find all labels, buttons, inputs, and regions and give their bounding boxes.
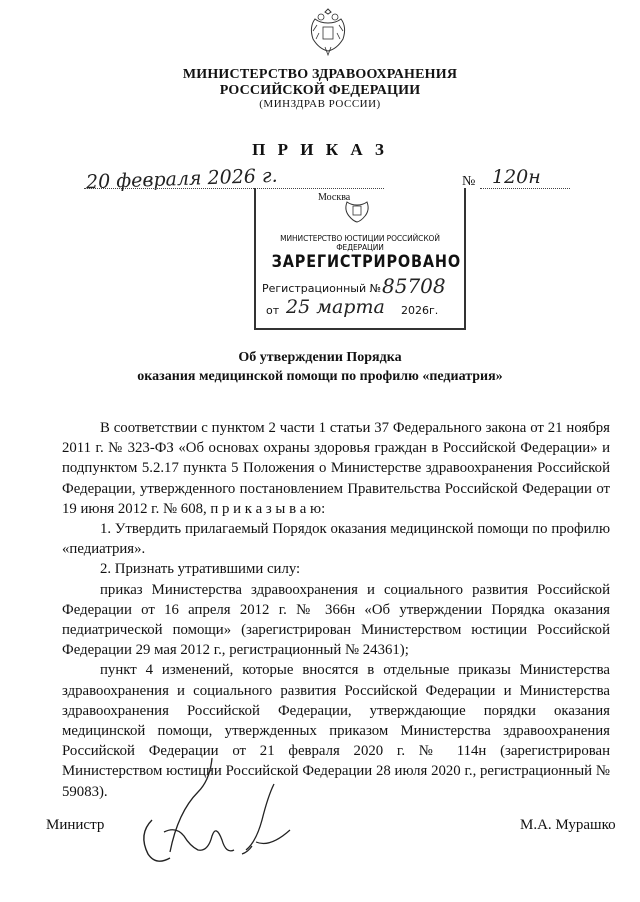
order-body <box>62 418 610 802</box>
body-paragraph: 2. Признать утратившими силу: <box>100 561 301 578</box>
order-date: 20 февраля 2026 г. <box>85 164 278 194</box>
document-type-title: П Р И К А З <box>252 140 388 159</box>
ministry-name-line1: МИНИСТЕРСТВО ЗДРАВООХРАНЕНИЯ <box>182 67 458 82</box>
number-underline <box>480 188 570 190</box>
stamp-city: Москва <box>318 192 351 203</box>
body-paragraph: приказ Министерства здравоохранения и социального развития Российской Федерации от 16 апреля 2012 г. № 366н «Об утверждении Порядка оказания педиатрической помощи» (зарегистрирован Министерством юстиции Российской Федерации 29 мая 2012 г., регистрационный № 24361); <box>62 581 610 659</box>
order-number-prefix: № <box>462 174 476 189</box>
ministry-abbreviation: (МИНЗДРАВ РОССИИ) <box>259 98 381 110</box>
stamp-department: МИНИСТЕРСТВО ЮСТИЦИИ РОССИЙСКОЙ ФЕДЕРАЦИИ <box>280 234 440 252</box>
stamp-reg-number: 85708 <box>382 274 446 298</box>
stamp-date-prefix: от <box>266 304 280 317</box>
signature-icon <box>130 752 310 892</box>
body-paragraph: В соответствии с пунктом 2 части 1 статьи 37 Федерального закона от 21 ноября 2011 г. № 323-ФЗ «Об основах охраны здоровья граждан в Российской Федерации» и подпунктом 5.2.17 пункта 5 Положения о Министерстве здравоохранения Российской Федерации, утвержденного постановлением Правительства Российской Федерации от 19 июня 2012 г. № 608, п р и к а з ы в а ю: <box>62 420 610 517</box>
stamp-status: ЗАРЕГИСТРИРОВАНО <box>271 252 462 272</box>
body-paragraph: 1. Утвердить прилагаемый Порядок оказания медицинской помощи по профилю «педиатрия». <box>62 521 610 558</box>
stamp-year: 2026г. <box>401 304 439 317</box>
registration-stamp <box>254 188 466 330</box>
coat-of-arms-icon <box>307 5 349 59</box>
body-paragraph: пункт 4 изменений, которые вносятся в отдельные приказы Министерства здравоохранения и социального развития Российской Федерации и Министерства здравоохранения Российской Федерации, утверждающие порядки оказания медицинской помощи, утвержденных приказом Министерства здравоохранения Российской Федерации от 21 февраля 2020 г. № 114н (зарегистрирован Министерством юстиции Российской Федерации 28 июля 2020 г., регистрационный № 59083). <box>62 662 610 800</box>
signatory-position: Министр <box>46 817 105 833</box>
signatory-name: М.А. Мурашко <box>520 817 616 833</box>
subject-line1: Об утверждении Порядка <box>238 350 402 365</box>
ministry-name-line2: РОССИЙСКОЙ ФЕДЕРАЦИИ <box>219 83 421 98</box>
stamp-date: 25 марта <box>286 296 385 318</box>
order-number: 120н <box>492 166 541 188</box>
stamp-reg-label: Регистрационный № <box>262 282 382 295</box>
stamp-emblem-icon <box>342 194 372 224</box>
subject-line2: оказания медицинской помощи по профилю «педиатрия» <box>137 369 503 384</box>
